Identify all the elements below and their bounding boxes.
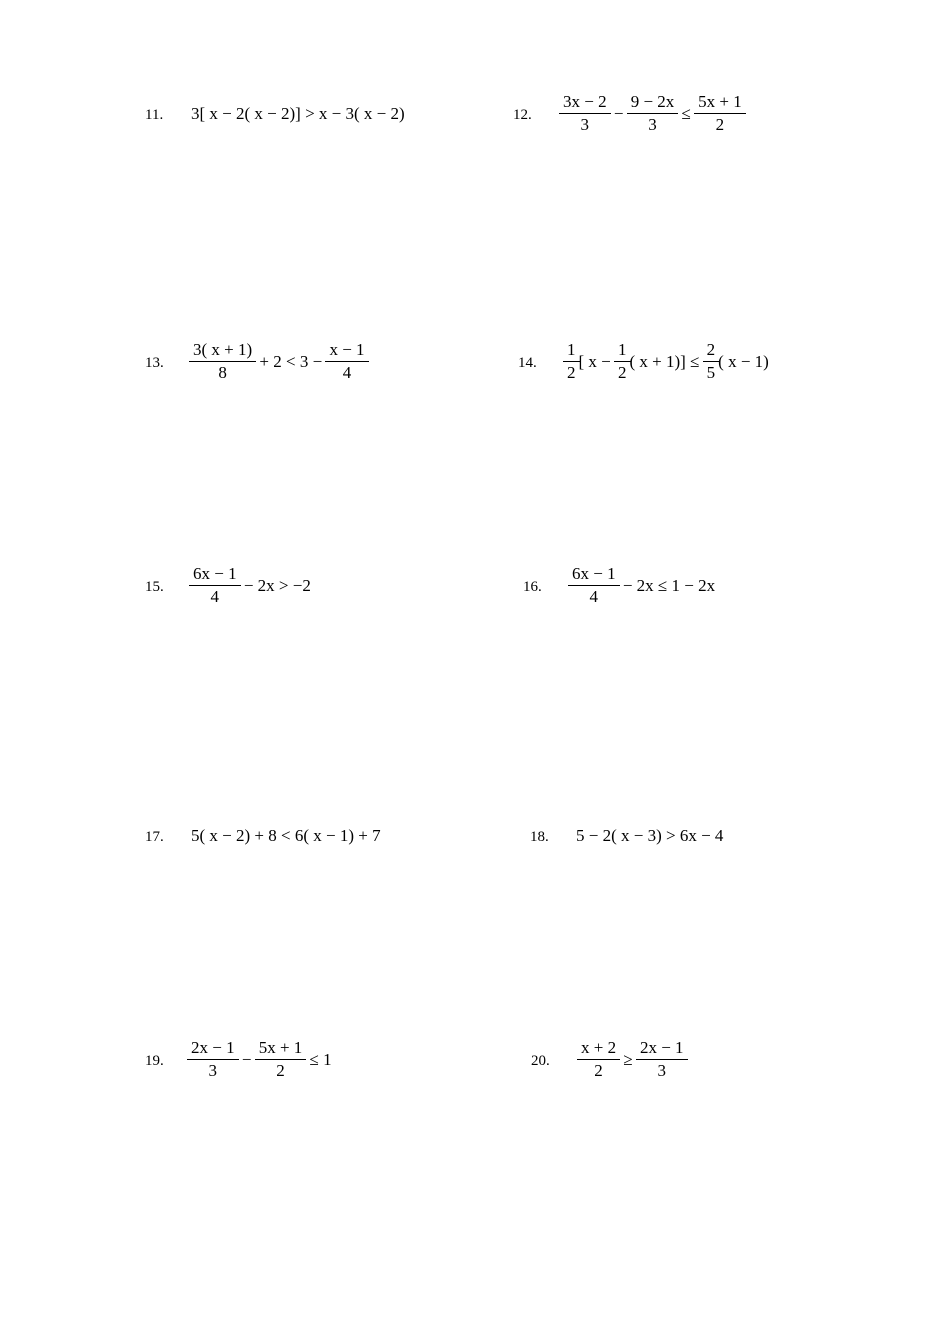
expression-text: 3[ x − 2( x − 2)] > x − 3( x − 2) bbox=[191, 104, 405, 123]
problem-number: 18. bbox=[530, 829, 549, 845]
fraction-denominator: 3 bbox=[636, 1059, 688, 1080]
fraction-numerator: 3x − 2 bbox=[563, 92, 607, 111]
problem-expression bbox=[191, 104, 405, 124]
expression-text: − 2x > −2 bbox=[239, 575, 311, 595]
problem-expression bbox=[190, 341, 368, 382]
fraction bbox=[191, 565, 239, 606]
fraction bbox=[705, 341, 718, 382]
fraction bbox=[629, 93, 677, 134]
expression-text: [ x − bbox=[578, 351, 615, 371]
problem-13 bbox=[145, 342, 505, 388]
problem-number: 16. bbox=[523, 579, 542, 595]
expression-text: − bbox=[237, 1049, 256, 1069]
expression-text: − 2x ≤ 1 − 2x bbox=[618, 575, 716, 595]
problem-number: 20. bbox=[531, 1053, 550, 1069]
fraction-denominator: 2 bbox=[614, 361, 631, 382]
fraction-denominator: 8 bbox=[189, 361, 256, 382]
fraction-numerator: 6x − 1 bbox=[193, 564, 237, 583]
fraction bbox=[257, 1039, 305, 1080]
fraction bbox=[191, 341, 254, 382]
fraction-denominator: 4 bbox=[189, 585, 241, 606]
problem-number: 12. bbox=[513, 107, 532, 123]
fraction bbox=[189, 1039, 237, 1080]
fraction-numerator: 2x − 1 bbox=[639, 1038, 684, 1057]
fraction bbox=[561, 93, 609, 134]
problem-expression bbox=[191, 826, 381, 846]
problem-expression bbox=[576, 826, 723, 846]
expression-text: ( x − 1) bbox=[718, 351, 769, 371]
fraction-denominator: 3 bbox=[627, 113, 679, 134]
problem-expression bbox=[578, 1039, 687, 1080]
problem-expression bbox=[564, 341, 769, 382]
problem-18 bbox=[530, 826, 890, 850]
problem-15 bbox=[145, 566, 505, 612]
fraction-numerator: 1 bbox=[567, 340, 576, 359]
fraction-denominator: 5 bbox=[703, 361, 720, 382]
fraction-numerator: 1 bbox=[618, 340, 627, 359]
expression-text: + 2 < 3 − bbox=[255, 351, 327, 371]
problem-14 bbox=[518, 342, 878, 388]
problem-number: 15. bbox=[145, 579, 164, 595]
problem-number: 19. bbox=[145, 1053, 164, 1069]
fraction-numerator: 9 − 2x bbox=[630, 92, 675, 111]
fraction-numerator: 2 bbox=[706, 340, 716, 359]
problem-11 bbox=[145, 104, 505, 128]
problem-number: 17. bbox=[145, 829, 164, 845]
problem-expression bbox=[569, 565, 715, 606]
fraction-denominator: 2 bbox=[255, 1059, 307, 1080]
fraction-denominator: 2 bbox=[694, 113, 746, 134]
fraction-numerator: 2x − 1 bbox=[191, 1038, 235, 1057]
fraction-denominator: 4 bbox=[325, 361, 368, 382]
fraction-numerator: 5x + 1 bbox=[258, 1038, 303, 1057]
fraction-numerator: x + 2 bbox=[581, 1038, 617, 1057]
fraction-numerator: 3( x + 1) bbox=[193, 340, 253, 359]
expression-text: 5( x − 2) + 8 < 6( x − 1) + 7 bbox=[191, 826, 381, 845]
problem-number: 14. bbox=[518, 355, 537, 371]
expression-text: ≤ 1 bbox=[305, 1049, 332, 1069]
expression-text: ( x + 1)] ≤ bbox=[629, 351, 704, 371]
fraction bbox=[696, 93, 744, 134]
expression-text: ≤ bbox=[677, 103, 696, 123]
problem-expression bbox=[190, 565, 311, 606]
problem-number: 11. bbox=[145, 107, 164, 123]
problem-17 bbox=[145, 826, 505, 850]
expression-text: 5 − 2( x − 3) > 6x − 4 bbox=[576, 826, 724, 845]
problem-expression bbox=[560, 93, 745, 134]
expression-text: ≥ bbox=[619, 1049, 637, 1069]
fraction-denominator: 3 bbox=[187, 1059, 239, 1080]
fraction-numerator: 6x − 1 bbox=[572, 564, 616, 583]
fraction-numerator: 5x + 1 bbox=[698, 92, 742, 111]
fraction-denominator: 3 bbox=[559, 113, 611, 134]
fraction bbox=[616, 341, 629, 382]
fraction bbox=[327, 341, 366, 382]
expression-text: − bbox=[609, 103, 628, 123]
problem-12 bbox=[513, 94, 873, 140]
problem-16 bbox=[523, 566, 883, 612]
fraction-denominator: 2 bbox=[563, 361, 580, 382]
problem-19 bbox=[145, 1040, 505, 1086]
problem-expression bbox=[188, 1039, 332, 1080]
fraction-denominator: 2 bbox=[577, 1059, 620, 1080]
fraction bbox=[570, 565, 618, 606]
fraction-denominator: 4 bbox=[568, 585, 620, 606]
fraction-numerator: x − 1 bbox=[329, 340, 365, 359]
problem-20 bbox=[531, 1040, 891, 1086]
fraction bbox=[638, 1039, 686, 1080]
fraction bbox=[565, 341, 578, 382]
fraction bbox=[579, 1039, 618, 1080]
problem-number: 13. bbox=[145, 355, 164, 371]
